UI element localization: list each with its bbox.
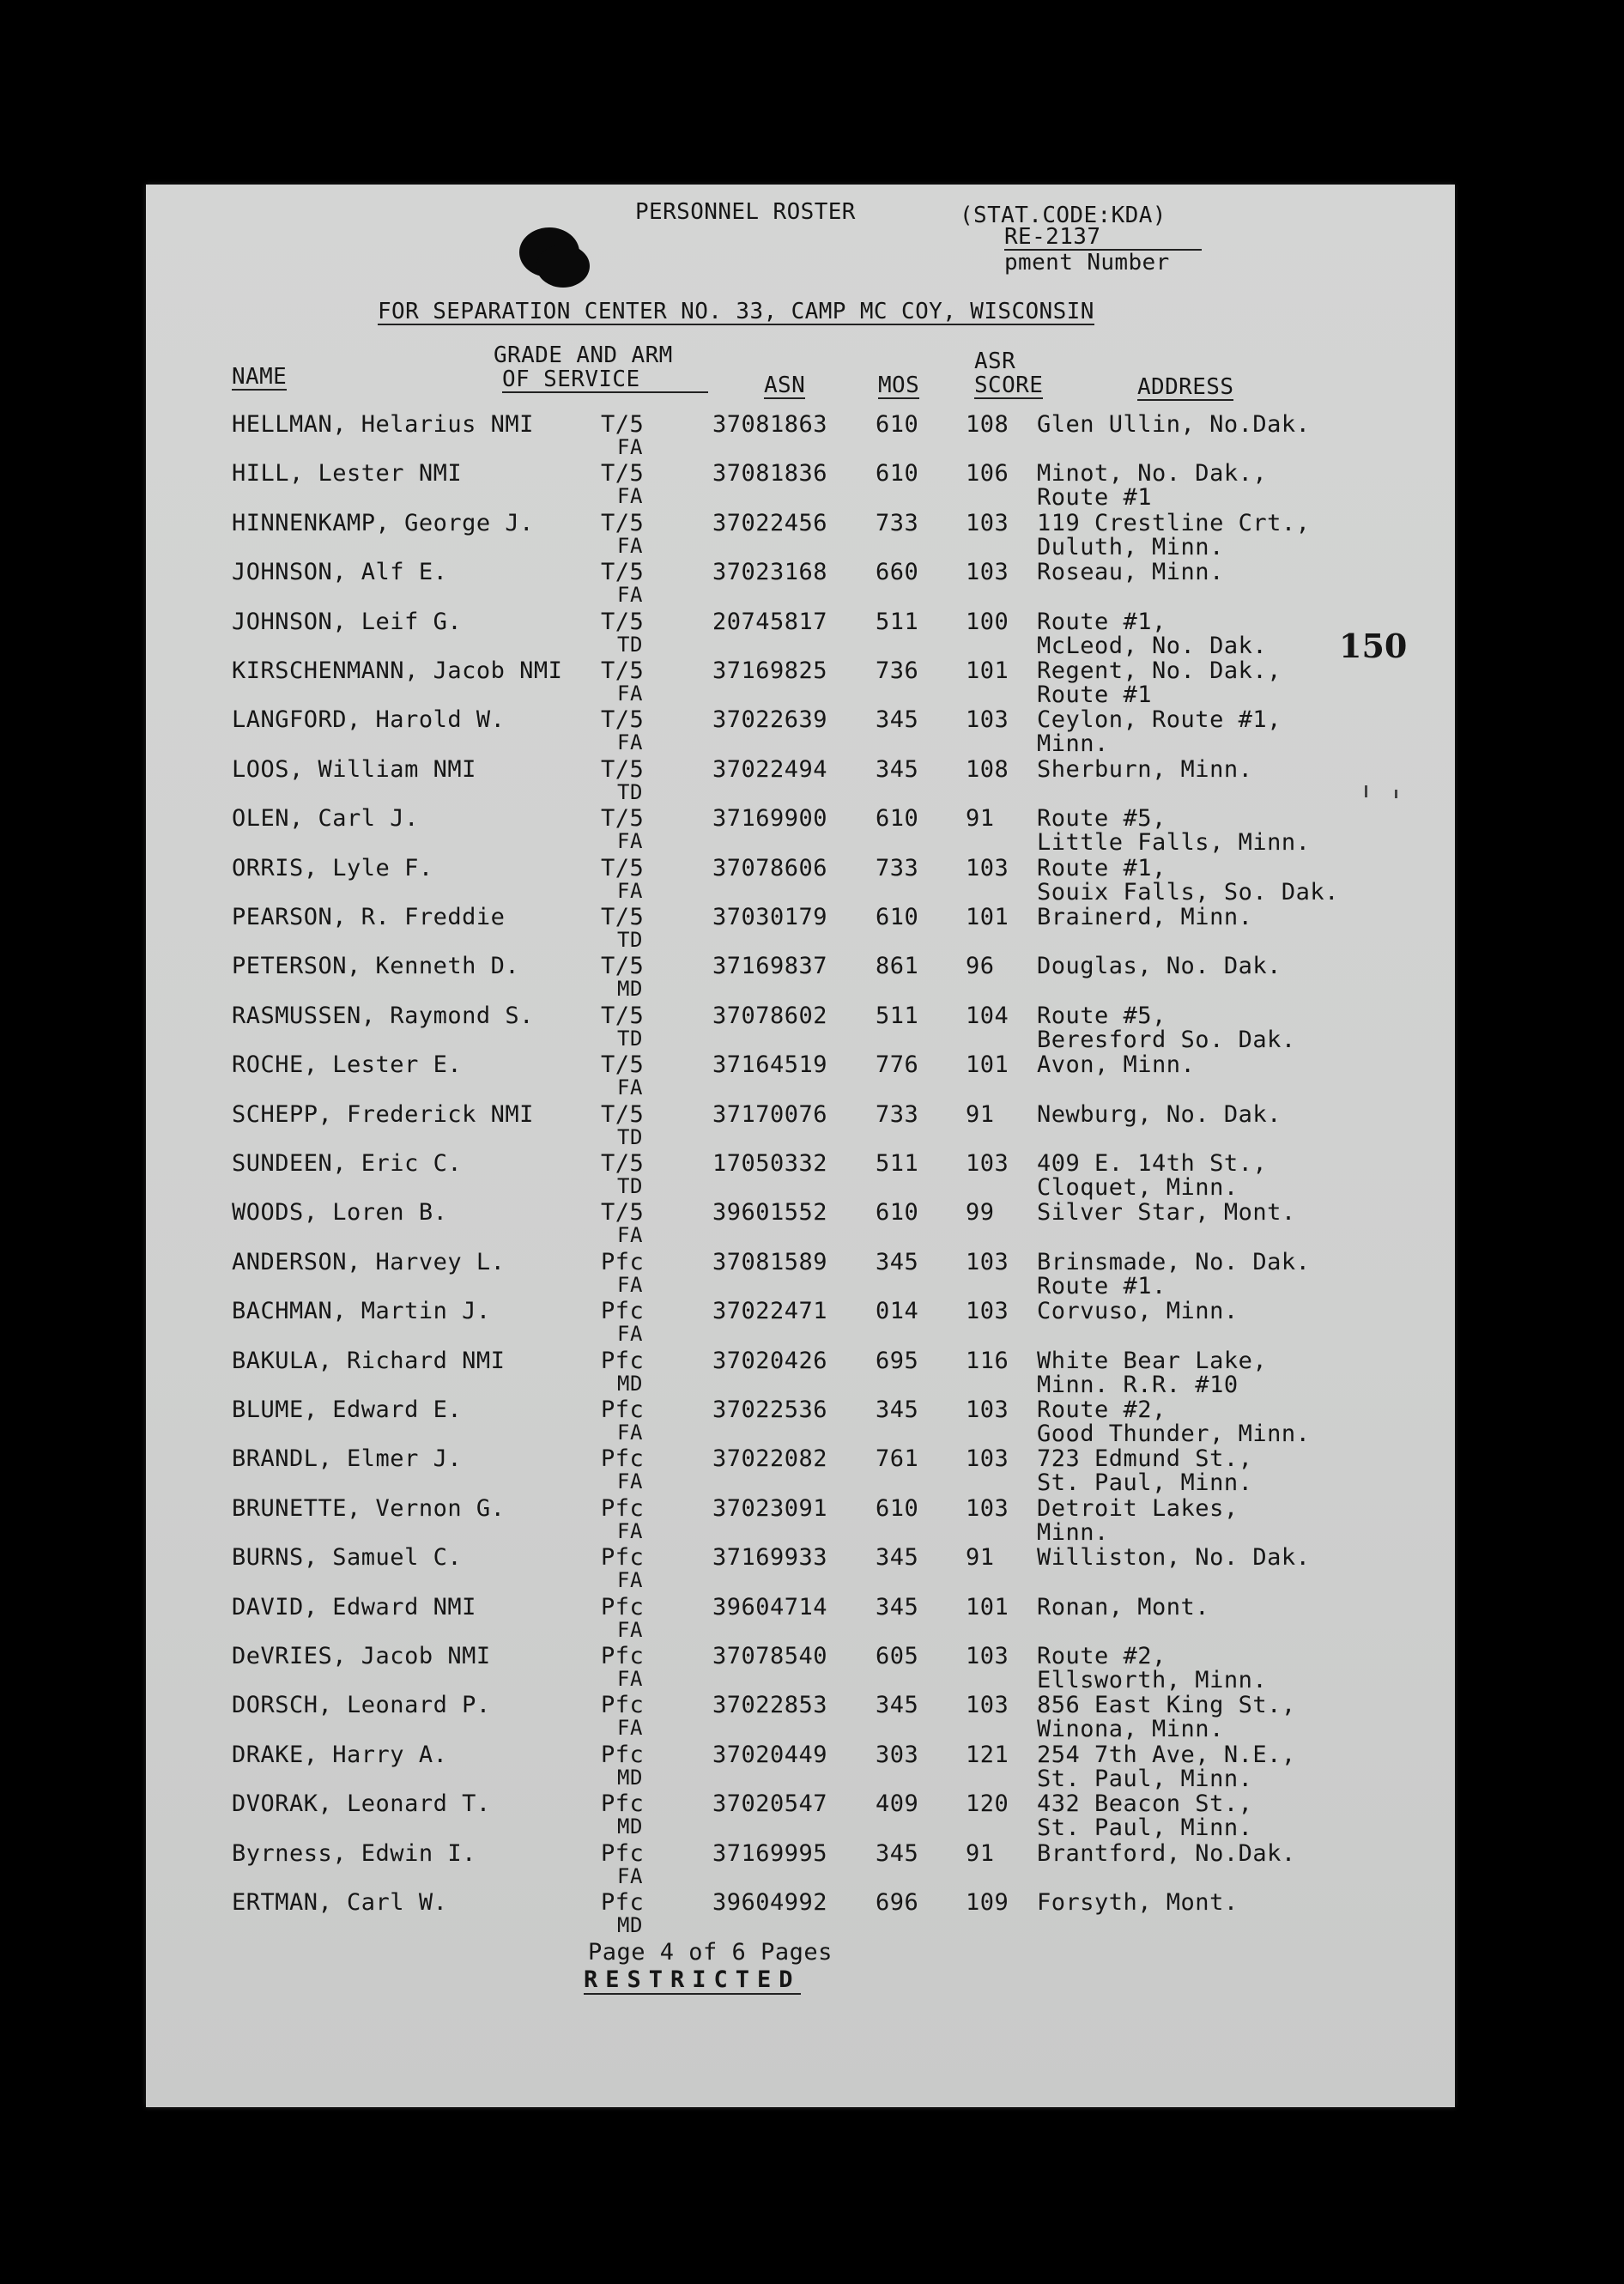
grade-cell: Pfc [601,1544,645,1572]
column-header-asr-line2: SCORE [974,373,1044,398]
asr-score-cell: 100 [966,608,1009,635]
address-line2-cell: St. Paul, Minn. [1037,1814,1253,1842]
grade-cell: Pfc [601,1396,645,1423]
mos-cell: 733 [876,1100,919,1128]
name-cell: DRAKE, Harry A. [232,1741,448,1768]
document-subtitle: FOR SEPARATION CENTER NO. 33, CAMP MC COY, WISCONSIN [378,299,1094,324]
roster-row [146,757,1455,807]
address-line2-cell: Winona, Minn. [1037,1716,1224,1743]
asr-score-cell: 103 [966,1643,1009,1669]
mos-cell: 736 [876,657,919,684]
asn-cell: 39604714 [712,1593,828,1621]
column-header-asn: ASN [764,373,806,398]
grade-cell: T/5 [601,854,645,881]
roster-row [146,1693,1455,1742]
mos-cell: 511 [876,1150,919,1177]
arm-cell: TD [617,1026,643,1051]
name-cell: HINNENKAMP, George J. [232,509,534,536]
roster-row [146,1841,1455,1891]
name-cell: BURNS, Samuel C. [232,1544,463,1572]
address-line1-cell: Route #2, [1037,1643,1166,1669]
grade-cell: Pfc [601,1692,645,1719]
roster-row [146,1052,1455,1102]
grade-cell: T/5 [601,755,645,783]
asn-cell: 37022494 [712,755,828,783]
column-header-grade-line1: GRADE AND ARM [494,342,673,368]
asn-cell: 20745817 [712,608,828,635]
asr-score-cell: 101 [966,657,1009,684]
name-cell: PEARSON, R. Freddie [232,904,506,930]
mos-cell: 761 [876,1445,919,1473]
address-line1-cell: Ceylon, Route #1, [1037,706,1282,734]
mos-cell: 345 [876,755,919,783]
address-line2-cell: Minn. R.R. #10 [1037,1371,1239,1398]
asr-score-cell: 121 [966,1741,1009,1768]
asn-cell: 37078602 [712,1002,828,1029]
asr-score-cell: 108 [966,411,1009,438]
arm-cell: FA [617,435,643,459]
asn-cell: 39601552 [712,1199,828,1227]
mos-cell: 345 [876,706,919,734]
asn-cell: 37169933 [712,1544,828,1572]
address-line1-cell: Route #1, [1037,608,1166,635]
arm-cell: MD [617,1814,643,1839]
arm-cell: FA [617,583,643,608]
mos-cell: 345 [876,1839,919,1867]
mos-cell: 610 [876,904,919,930]
grade-cell: T/5 [601,706,645,734]
grade-cell: Pfc [601,1248,645,1275]
asr-score-cell: 103 [966,1494,1009,1522]
roster-row [146,707,1455,757]
roster-row [146,1397,1455,1447]
grade-cell: T/5 [601,1002,645,1029]
name-cell: JOHNSON, Leif G. [232,608,463,635]
address-line1-cell: Route #2, [1037,1396,1166,1423]
mos-cell: 610 [876,460,919,488]
arm-cell: TD [617,1124,643,1149]
roster-row [146,806,1455,856]
mos-cell: 345 [876,1544,919,1572]
asr-score-cell: 103 [966,509,1009,536]
asr-score-cell: 103 [966,559,1009,586]
shipment-number-label: pment Number [1004,250,1170,276]
address-line1-cell: Brinsmade, No. Dak. [1037,1248,1311,1275]
roster-row [146,1644,1455,1693]
arm-cell: FA [617,1667,643,1691]
asn-cell: 37022536 [712,1396,828,1423]
address-line1-cell: Glen Ullin, No.Dak. [1037,411,1311,438]
grade-cell: T/5 [601,460,645,488]
grade-cell: T/5 [601,509,645,536]
address-line2-cell: Minn. [1037,1518,1109,1546]
mos-cell: 345 [876,1692,919,1719]
asr-score-cell: 103 [966,1248,1009,1275]
roster-row [146,1151,1455,1201]
name-cell: BLUME, Edward E. [232,1396,463,1423]
name-cell: HELLMAN, Helarius NMI [232,411,534,438]
arm-cell: FA [617,533,643,558]
address-line1-cell: Sherburn, Minn. [1037,755,1253,783]
mos-cell: 610 [876,805,919,833]
asr-score-cell: 91 [966,805,995,833]
roster-row [146,412,1455,462]
mos-cell: 511 [876,1002,919,1029]
address-line1-cell: 254 7th Ave, N.E., [1037,1741,1296,1768]
mos-cell: 014 [876,1298,919,1325]
asn-cell: 37020426 [712,1347,828,1374]
asn-cell: 37081863 [712,411,828,438]
address-line2-cell: Route #1 [1037,682,1153,708]
mos-cell: 695 [876,1347,919,1374]
mos-cell: 409 [876,1790,919,1818]
asr-score-cell: 103 [966,854,1009,881]
column-header-address: ADDRESS [1137,374,1234,400]
asr-score-cell: 104 [966,1002,1009,1029]
asr-score-cell: 106 [966,460,1009,488]
address-line2-cell: Good Thunder, Minn. [1037,1421,1311,1447]
address-line1-cell: Silver Star, Mont. [1037,1199,1296,1227]
grade-cell: T/5 [601,559,645,586]
arm-cell: MD [617,1371,643,1396]
roster-row [146,1742,1455,1792]
address-line1-cell: 856 East King St., [1037,1692,1296,1719]
arm-cell: TD [617,1174,643,1198]
name-cell: Byrness, Edwin I. [232,1839,476,1867]
address-line1-cell: Regent, No. Dak., [1037,657,1282,684]
roster-row [146,1446,1455,1496]
name-cell: DAVID, Edward NMI [232,1593,476,1621]
address-line1-cell: Brainerd, Minn. [1037,904,1253,930]
address-line2-cell: Beresford So. Dak. [1037,1026,1296,1053]
roster-row [146,954,1455,1003]
roster-row [146,1003,1455,1053]
address-line1-cell: Forsyth, Mont. [1037,1889,1239,1916]
asn-cell: 37030179 [712,904,828,930]
address-line2-cell: St. Paul, Minn. [1037,1765,1253,1792]
name-cell: BRUNETTE, Vernon G. [232,1494,506,1522]
mos-cell: 303 [876,1741,919,1768]
arm-cell: FA [617,682,643,706]
grade-cell: Pfc [601,1839,645,1867]
asr-score-cell: 99 [966,1199,995,1227]
address-line1-cell: Route #5, [1037,1002,1166,1029]
grade-cell: Pfc [601,1298,645,1325]
grade-cell: T/5 [601,1150,645,1177]
address-line2-cell: Duluth, Minn. [1037,533,1224,560]
asn-cell: 37023168 [712,559,828,586]
shipment-reference: RE-2137 [1004,225,1202,251]
grade-cell: Pfc [601,1347,645,1374]
arm-cell: FA [617,1075,643,1100]
roster-row [146,1595,1455,1645]
roster-row [146,560,1455,609]
address-line1-cell: Brantford, No.Dak. [1037,1839,1296,1867]
asr-score-cell: 101 [966,1051,1009,1079]
roster-row [146,511,1455,560]
mos-cell: 861 [876,953,919,980]
mos-cell: 345 [876,1248,919,1275]
name-cell: BACHMAN, Martin J. [232,1298,491,1325]
name-cell: ERTMAN, Carl W. [232,1889,448,1916]
name-cell: BAKULA, Richard NMI [232,1347,506,1374]
stat-code: (STAT.CODE:KDA) [960,203,1166,228]
address-line2-cell: McLeod, No. Dak. [1037,632,1268,659]
asr-score-cell: 96 [966,953,995,980]
column-header-mos: MOS [878,373,920,398]
address-line1-cell: Newburg, No. Dak. [1037,1100,1282,1128]
arm-cell: TD [617,928,643,952]
roster-row [146,1496,1455,1546]
grade-cell: Pfc [601,1643,645,1669]
name-cell: BRANDL, Elmer J. [232,1445,463,1473]
address-line1-cell: 119 Crestline Crt., [1037,509,1311,536]
arm-cell: FA [617,1322,643,1347]
asr-score-cell: 103 [966,1396,1009,1423]
roster-row [146,1102,1455,1152]
mos-cell: 345 [876,1396,919,1423]
address-line1-cell: 432 Beacon St., [1037,1790,1253,1818]
name-cell: HILL, Lester NMI [232,460,463,488]
address-line2-cell: Cloquet, Minn. [1037,1174,1239,1201]
grade-cell: Pfc [601,1445,645,1473]
arm-cell: FA [617,484,643,509]
address-line1-cell: Corvuso, Minn. [1037,1298,1239,1325]
asn-cell: 37022456 [712,509,828,536]
address-line1-cell: 409 E. 14th St., [1037,1150,1268,1177]
mos-cell: 511 [876,608,919,635]
address-line2-cell: Ellsworth, Minn. [1037,1667,1268,1693]
asn-cell: 37022639 [712,706,828,734]
asn-cell: 37020449 [712,1741,828,1768]
address-line2-cell: St. Paul, Minn. [1037,1469,1253,1497]
grade-cell: Pfc [601,1741,645,1768]
name-cell: RASMUSSEN, Raymond S. [232,1002,534,1029]
arm-cell: FA [617,1716,643,1741]
mos-cell: 696 [876,1889,919,1916]
address-line1-cell: Roseau, Minn. [1037,559,1224,586]
address-line1-cell: White Bear Lake, [1037,1347,1268,1374]
asn-cell: 37170076 [712,1100,828,1128]
arm-cell: FA [617,730,643,755]
arm-cell: FA [617,1568,643,1593]
grade-cell: T/5 [601,1100,645,1128]
name-cell: OLEN, Carl J. [232,805,419,833]
page-footer: Page 4 of 6 Pages [588,1939,833,1966]
name-cell: LOOS, William NMI [232,755,476,783]
asr-score-cell: 103 [966,1445,1009,1473]
mos-cell: 733 [876,509,919,536]
name-cell: SUNDEEN, Eric C. [232,1150,463,1177]
arm-cell: FA [617,1518,643,1543]
name-cell: DeVRIES, Jacob NMI [232,1643,491,1669]
grade-cell: Pfc [601,1593,645,1621]
roster-row [146,1299,1455,1348]
arm-cell: FA [617,1617,643,1642]
address-line1-cell: Avon, Minn. [1037,1051,1196,1079]
punch-hole [536,245,590,288]
roster-row [146,461,1455,511]
page-stamp-number: 150 [1339,627,1408,665]
arm-cell: MD [617,1765,643,1790]
asn-cell: 37081836 [712,460,828,488]
name-cell: ANDERSON, Harvey L. [232,1248,506,1275]
roster-sheet [146,185,1455,2107]
roster-row [146,609,1455,659]
arm-cell: FA [617,1272,643,1297]
asn-cell: 37022853 [712,1692,828,1719]
asr-score-cell: 108 [966,755,1009,783]
name-cell: WOODS, Loren B. [232,1199,448,1227]
asr-score-cell: 109 [966,1889,1009,1916]
asr-score-cell: 91 [966,1100,995,1128]
grade-cell: T/5 [601,904,645,930]
asr-score-cell: 103 [966,1298,1009,1325]
name-cell: SCHEPP, Frederick NMI [232,1100,534,1128]
roster-row [146,1791,1455,1841]
address-line1-cell: Minot, No. Dak., [1037,460,1268,488]
asr-score-cell: 101 [966,1593,1009,1621]
grade-cell: Pfc [601,1494,645,1522]
name-cell: DORSCH, Leonard P. [232,1692,491,1719]
asn-cell: 37169837 [712,953,828,980]
roster-row [146,905,1455,954]
name-cell: ORRIS, Lyle F. [232,854,433,881]
roster-row [146,1250,1455,1300]
name-cell: DVORAK, Leonard T. [232,1790,491,1818]
classification-label: RESTRICTED [584,1966,801,1993]
arm-cell: FA [617,829,643,854]
address-line2-cell: Little Falls, Minn. [1037,829,1311,857]
name-cell: ROCHE, Lester E. [232,1051,463,1079]
roster-row [146,658,1455,708]
mos-cell: 660 [876,559,919,586]
arm-cell: TD [617,779,643,804]
grade-cell: T/5 [601,805,645,833]
grade-cell: Pfc [601,1889,645,1916]
address-line2-cell: Route #1. [1037,1272,1166,1300]
name-cell: PETERSON, Kenneth D. [232,953,520,980]
grade-cell: T/5 [601,953,645,980]
asn-cell: 37169900 [712,805,828,833]
asn-cell: 37078540 [712,1643,828,1669]
mos-cell: 610 [876,1494,919,1522]
asr-score-cell: 103 [966,706,1009,734]
asr-score-cell: 103 [966,1692,1009,1719]
asn-cell: 37022082 [712,1445,828,1473]
mos-cell: 610 [876,1199,919,1227]
asr-score-cell: 91 [966,1839,995,1867]
asr-score-cell: 116 [966,1347,1009,1374]
roster-row [146,856,1455,906]
asn-cell: 37020547 [712,1790,828,1818]
asn-cell: 37078606 [712,854,828,881]
address-line2-cell: Route #1 [1037,484,1153,512]
asr-score-cell: 101 [966,904,1009,930]
asr-score-cell: 103 [966,1150,1009,1177]
name-cell: LANGFORD, Harold W. [232,706,506,734]
grade-cell: T/5 [601,1051,645,1079]
arm-cell: FA [617,1421,643,1445]
arm-cell: TD [617,632,643,657]
address-line1-cell: Route #5, [1037,805,1166,833]
grade-cell: T/5 [601,608,645,635]
mos-cell: 733 [876,854,919,881]
asn-cell: 37169825 [712,657,828,684]
address-line1-cell: Detroit Lakes, [1037,1494,1239,1522]
mos-cell: 345 [876,1593,919,1621]
arm-cell: FA [617,1223,643,1248]
mos-cell: 605 [876,1643,919,1669]
column-header-grade-line2: OF SERVICE [502,367,708,393]
address-line1-cell: Douglas, No. Dak. [1037,953,1282,980]
asr-score-cell: 91 [966,1544,995,1572]
grade-cell: T/5 [601,411,645,438]
roster-row [146,1348,1455,1398]
address-line2-cell: Souix Falls, So. Dak. [1037,878,1339,906]
asn-cell: 37023091 [712,1494,828,1522]
asn-cell: 39604992 [712,1889,828,1916]
roster-row [146,1545,1455,1595]
grade-cell: T/5 [601,657,645,684]
asn-cell: 37081589 [712,1248,828,1275]
address-line1-cell: 723 Edmund St., [1037,1445,1253,1473]
grade-cell: T/5 [601,1199,645,1227]
column-header-name: NAME [232,364,288,390]
asr-score-cell: 120 [966,1790,1009,1818]
address-line2-cell: Minn. [1037,730,1109,758]
name-cell: KIRSCHENMANN, Jacob NMI [232,657,563,684]
column-header-asr-line1: ASR [974,348,1016,374]
document-title: PERSONNEL ROSTER [635,199,856,225]
asn-cell: 37169995 [712,1839,828,1867]
asn-cell: 17050332 [712,1150,828,1177]
mos-cell: 610 [876,411,919,438]
arm-cell: MD [617,1913,643,1937]
arm-cell: FA [617,1469,643,1494]
mos-cell: 776 [876,1051,919,1079]
roster-row [146,1890,1455,1940]
arm-cell: MD [617,977,643,1002]
grade-cell: Pfc [601,1790,645,1818]
asn-cell: 37164519 [712,1051,828,1079]
address-line1-cell: Route #1, [1037,854,1166,881]
roster-row [146,1200,1455,1250]
asn-cell: 37022471 [712,1298,828,1325]
name-cell: JOHNSON, Alf E. [232,559,448,586]
arm-cell: FA [617,878,643,903]
arm-cell: FA [617,1863,643,1888]
address-line1-cell: Williston, No. Dak. [1037,1544,1311,1572]
address-line1-cell: Ronan, Mont. [1037,1593,1210,1621]
